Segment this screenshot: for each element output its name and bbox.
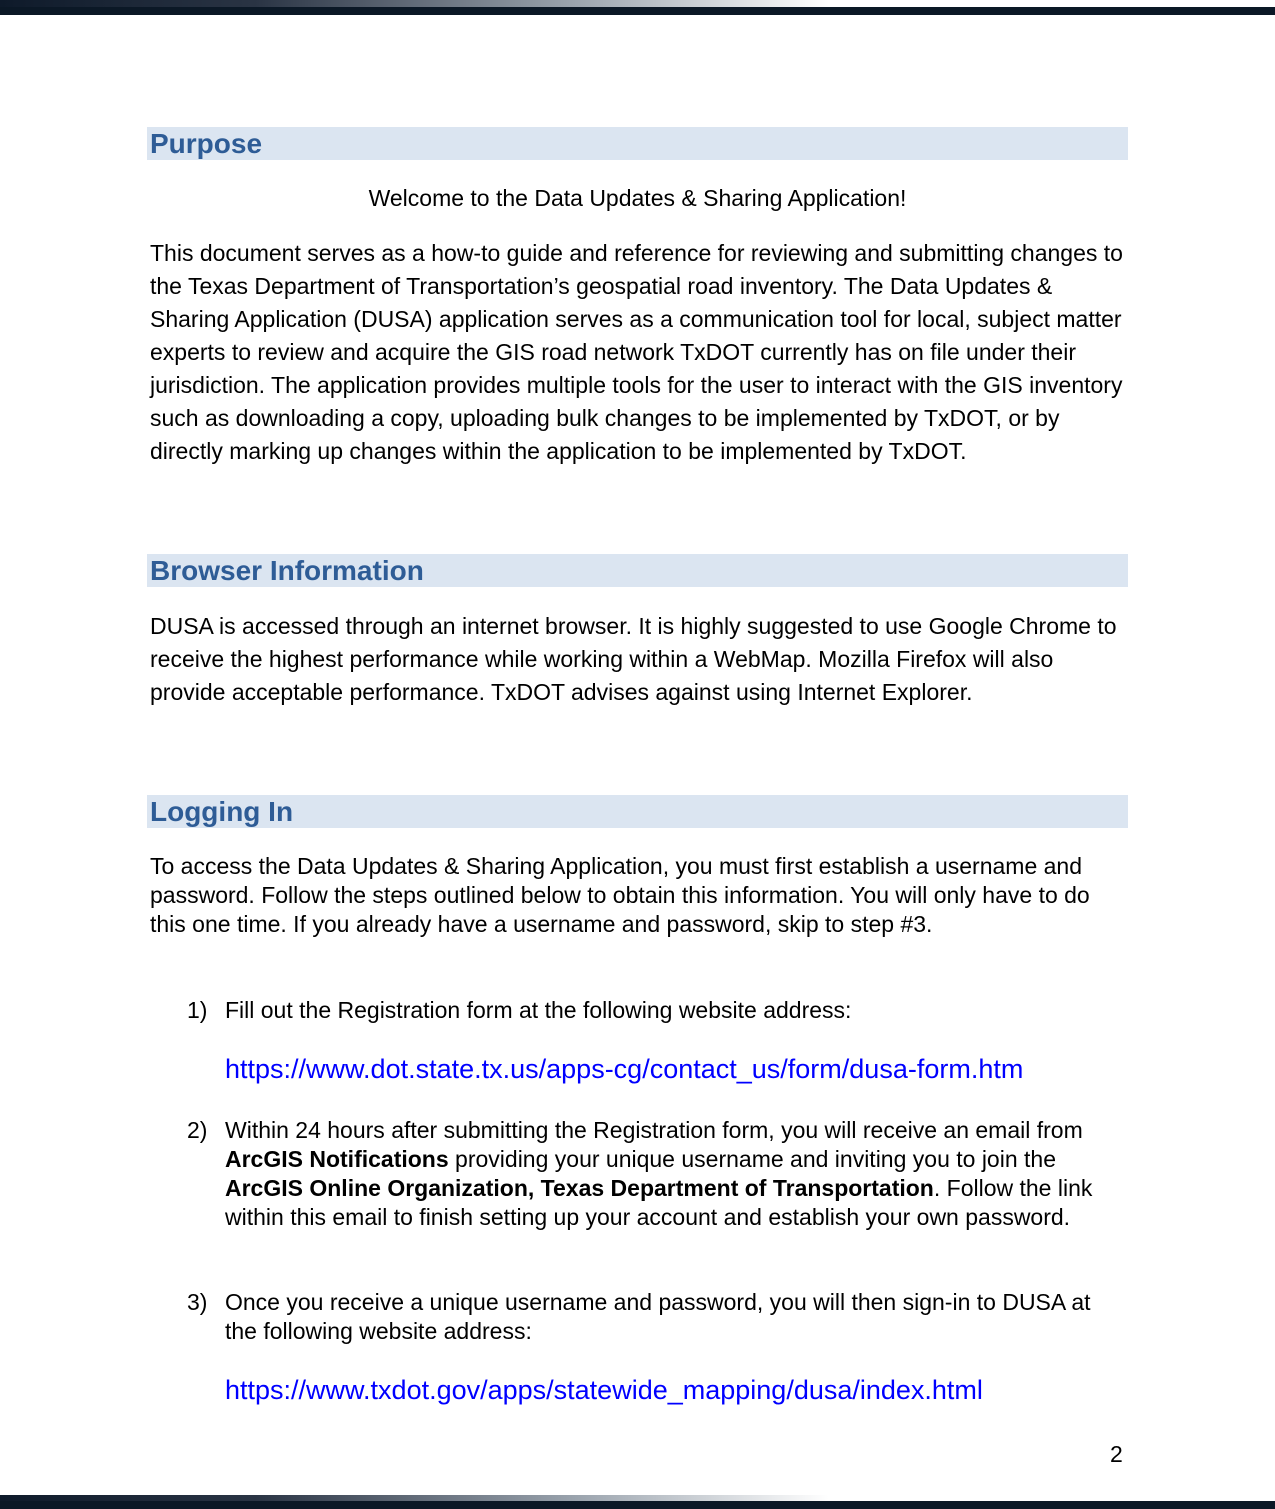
section-heading-purpose [147, 127, 1128, 160]
step-number: 1) [187, 997, 208, 1023]
text: . Follow the link within this email to finish setting up your account and establish your own password. [225, 1175, 1093, 1230]
bold-text: ArcGIS Online Organization, Texas Department of Transportation [225, 1175, 934, 1201]
bold-text: ArcGIS Notifications [225, 1146, 449, 1172]
welcome-text: Welcome to the Data Updates & Sharing Application! [368, 185, 907, 211]
step-number: 2) [187, 1117, 208, 1143]
dusa-signin-link[interactable]: https://www.txdot.gov/apps/statewide_mapping/dusa/index.html [225, 1375, 983, 1405]
step-number: 3) [187, 1289, 208, 1315]
text: Within 24 hours after submitting the Registration form, you will receive an email from [225, 1117, 1083, 1143]
step-text: Fill out the Registration form at the following website address: [225, 997, 852, 1023]
step-text [225, 1116, 1115, 1232]
section-heading-logging-in [147, 795, 1128, 828]
step-text: Once you receive a unique username and password, you will then sign-in to DUSA at the following website address: [225, 1289, 1091, 1344]
registration-form-link[interactable]: https://www.dot.state.tx.us/apps-cg/contact_us/form/dusa-form.htm [225, 1054, 1024, 1084]
page-number: 2 [1110, 1441, 1123, 1467]
section-heading-browser [147, 554, 1128, 587]
footer-bar [0, 1495, 1275, 1509]
heading-text: Logging In [150, 796, 294, 827]
browser-paragraph: DUSA is accessed through an internet browser. It is highly suggested to use Google Chrome to receive the highest performance while working within a WebMap. Mozilla Firefox will also provide acceptable performance. TxDOT advises against using Internet Explorer. [150, 613, 1117, 705]
header-bar [0, 0, 1275, 15]
text: providing your unique username and inviting you to join the [448, 1146, 1056, 1172]
login-paragraph: To access the Data Updates & Sharing Application, you must first establish a username and password. Follow the steps outlined below to obtain this information. You will only have to do this one time. If you already have a username and password, skip to step #3. [150, 853, 1090, 937]
purpose-paragraph: This document serves as a how-to guide and reference for reviewing and submitting changes to the Texas Department of Transportation’s geospatial road inventory. The Data Updates & Sharing Application (DUSA) application serves as a communication tool for local, subject matter experts to review and acquire the GIS road network TxDOT currently has on file under their jurisdiction. The application provides multiple tools for the user to interact with the GIS inventory such as downloading a copy, uploading bulk changes to be implemented by TxDOT, or by directly marking up changes within the application to be implemented by TxDOT. [150, 240, 1123, 464]
heading-text: Browser Information [150, 555, 424, 586]
heading-text: Purpose [150, 128, 263, 159]
